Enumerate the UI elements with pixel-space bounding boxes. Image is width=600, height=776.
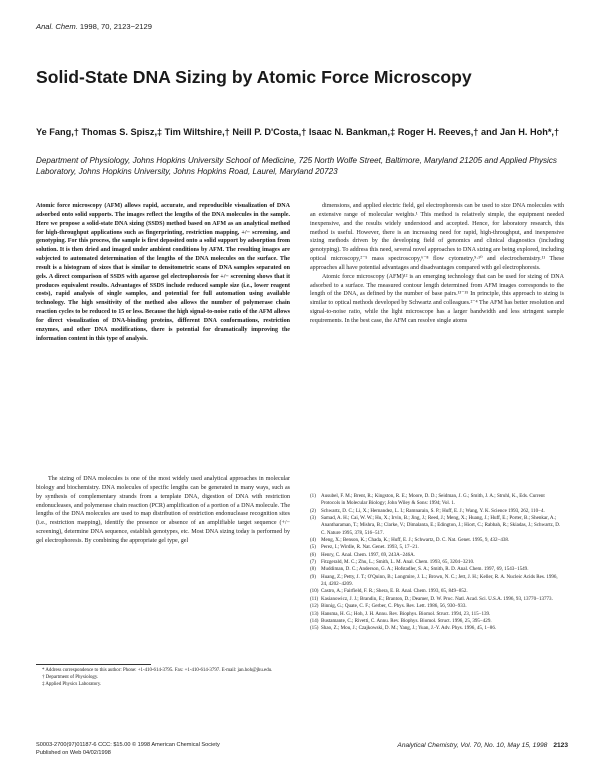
reference-number: (8) xyxy=(310,566,316,573)
publication-date: Published on Web 04/02/1998 xyxy=(36,749,111,756)
copyright-block xyxy=(36,742,220,757)
dagger-footnote: † Department of Physiology. xyxy=(42,675,99,681)
footnotes xyxy=(36,667,290,689)
reference-item xyxy=(310,596,564,603)
reference-text: Samad, A. H.; Cai, W. W.; Hu, X.; Irvin, B.; Jing, J.; Reed, J.; Meng, X.; Huang, J.; Huff, E.; Porter, B.; Shenkar, A.; Anantharaman, T.; Mishra, B.; Clarke, V.; Dimalanta, E.; Edington, J.; Hiort, C.; Rabbah, R.; Skiadas, J.; Schwartz, D. C. Nature 1995, 378, 516−517. xyxy=(321,515,561,536)
journal-citation: 1998, 70, 2123−2129 xyxy=(79,22,152,31)
reference-item xyxy=(310,566,564,573)
reference-text: Huang, Z.; Petty, J. T.; O'Quinn, B.; Longmire, J. L.; Brown, N. C.; Jett, J. H.; Keller, R. A. Nucleic Acids Res. 1996, 24, 4202−4209. xyxy=(321,573,558,588)
reference-list xyxy=(310,493,564,633)
reference-number: (6) xyxy=(310,551,316,558)
journal-header xyxy=(36,22,152,31)
reference-text: Ausubel, F. M.; Brent, R.; Kingston, R. E.; Moore, D. D.; Seidman, J. G.; Smith, J. A.; Struhl, K., Eds. Current Protocols in Molecular Biology; John Wiley & Sons: 1994; Vol. 1. xyxy=(321,493,545,507)
intro-paragraph: dimensions, and applied electric field, gel electrophoresis can be used to size DNA molecules with an extensive range of molecular weights.¹ This method is relatively simple, the equipment needed inexpensive, and the results widely understood and accepted. Hence, for laboratory research, this method is useful. However, there is an increasing need for rapid, high-throughput, and inexpensive sizing methods driven by the developing field of genomics and clinical diagnostics (including genotyping). To address this need, several novel approaches to DNA sizing are being explored, including optical microscopy,²⁻⁵ mass spectroscopy,⁶⁻⁸ flow cytometry,⁹·¹⁰ and electrochemistry.¹¹ These approaches all have potential advantages and disadvantages compared with gel electrophoresis. xyxy=(310,203,564,271)
reference-item xyxy=(310,625,564,632)
reference-text: Kasianowicz, J. J.; Brandin, E.; Branton, D.; Deamer, D. W. Proc. Natl. Acad. Sci. U.S.A. 1996, 93, 13770−13773. xyxy=(321,595,553,602)
reference-text: Perez, I.; Wirdle, R. Nat. Genet. 1993, 5, 17−21. xyxy=(321,544,419,551)
reference-number: (14) xyxy=(310,617,319,624)
reference-text: Schwartz, D. C.; Li, X.; Hernandez, L. I.; Ramnarain, S. P.; Huff, E. J.; Wang, Y. K. Science 1993, 262, 110−4. xyxy=(321,507,545,514)
reference-number: (13) xyxy=(310,610,319,617)
reference-item xyxy=(310,611,564,618)
reference-text: Binnig, G.; Quate, C. F.; Gerber, C. Phys. Rev. Lett. 1986, 56, 930−933. xyxy=(321,603,467,610)
reference-text: Muddiman, D. C.; Anderson, G. A.; Hofstadler, S. A.; Smith, R. D. Anal. Chem. 1997, 69, 1543−1549. xyxy=(321,566,529,573)
article-title: Solid-State DNA Sizing by Atomic Force Microscopy xyxy=(36,67,472,87)
reference-item xyxy=(310,544,564,551)
reference-text: Hansma, H. G.; Hoh, J. H. Annu. Rev. Biophys. Biomol. Struct. 1994, 23, 115−139. xyxy=(321,610,491,617)
author-list: Ye Fang,† Thomas S. Spisz,‡ Tim Wiltshire,† Neill P. D'Costa,† Isaac N. Bankman,‡ Roger H. Reeves,† and Jan H. Hoh*,† xyxy=(36,127,560,137)
reference-text: Shao, Z.; Mou, J.; Czajkowski, D. M.; Yang, J.; Yuan, J.-Y. Adv. Phys. 1996, 45, 1−86. xyxy=(321,625,497,632)
introduction-right xyxy=(310,202,564,326)
correspondence-footnote: * Address correspondence to this author: Phone: +1-410-614-3795. Fax: +1-410-614-3797. E-mail: jan.hoh@jhu.edu. xyxy=(42,668,273,673)
reference-number: (10) xyxy=(310,588,319,595)
reference-item xyxy=(310,537,564,544)
reference-text: Bustamante, C.; Rivetti, C. Annu. Rev. Biophys. Biomol. Struct. 1996, 25, 395−429. xyxy=(321,617,492,624)
reference-number: (3) xyxy=(310,515,316,522)
reference-text: Henry, C. Anal. Chem. 1997, 69, 243A−246A. xyxy=(321,551,416,558)
reference-item xyxy=(310,603,564,610)
reference-number: (5) xyxy=(310,544,316,551)
reference-item xyxy=(310,618,564,625)
reference-number: (15) xyxy=(310,625,319,632)
copyright-line: S0003-2700(97)01187-6 CCC: $15.00 © 1998 American Chemical Society xyxy=(36,742,220,748)
footnote-divider xyxy=(36,664,151,665)
reference-number: (9) xyxy=(310,573,316,580)
reference-text: Fitzgerald, M. C.; Zhu, L.; Smith, L. M. Anal. Chem. 1993, 65, 3204−3210. xyxy=(321,559,475,566)
reference-item xyxy=(310,515,564,537)
journal-issue: Analytical Chemistry, Vol. 70, No. 10, May 15, 1998 xyxy=(397,742,548,749)
page-footer xyxy=(388,742,568,749)
reference-number: (12) xyxy=(310,603,319,610)
reference-item xyxy=(310,493,564,508)
journal-name: Anal. Chem. xyxy=(36,22,78,31)
reference-text: Castro, A.; Fairfield, F. R.; Shera, E. B. Anal. Chem. 1993, 65, 849−852. xyxy=(321,588,468,595)
reference-item xyxy=(310,508,564,515)
reference-item xyxy=(310,574,564,589)
reference-text: Meng, X.; Benson, K.; Chada, K.; Huff, E. J.; Schwartz, D. C. Nat. Genet. 1995, 9, 432−438. xyxy=(321,537,510,544)
introduction-left xyxy=(36,475,290,546)
abstract: Atomic force microscopy (AFM) allows rapid, accurate, and reproducible visualization of DNA adsorbed onto solid supports. The images reflect the lengths of the DNA molecules in the sample. Here we propose a solid-state DNA sizing (SSDS) method based on AFM as an analytical method for high-throughput applications such as fingerprinting, restriction mapping, +/− screening, and genotyping. For this process, the sample is first deposited onto a solid support by adsorption from solution. It is then dried and imaged under ambient conditions by AFM. The resulting images are subjected to automated determination of the lengths of the DNA molecules on the surface. The result is a histogram of sizes that is similar to densitometric scans of DNA samples separated on gels. A direct comparison of SSDS with agarose gel electrophoresis for +/− screening shows that it produces equivalent results. Advantages of SSDS include reduced sample size (i.e., lower reagent costs), rapid analysis of single samples, and potential for full automation using available technology. The high sensitivity of the method also allows the number of polymerase chain reaction cycles to be reduced to 15 or less. Because the high signal-to-noise ratio of the AFM allows for direct visualization of DNA-binding proteins, different DNA conformations, restriction enzymes, and other DNA modifications, there is potential for dramatically improving the information content in this type of analysis. xyxy=(36,203,290,342)
reference-number: (1) xyxy=(310,493,316,499)
reference-number: (2) xyxy=(310,507,316,514)
double-dagger-footnote: ‡ Applied Physics Laboratory. xyxy=(42,682,102,688)
reference-number: (4) xyxy=(310,537,316,544)
reference-number: (7) xyxy=(310,559,316,566)
reference-item xyxy=(310,588,564,595)
affiliation: Department of Physiology, Johns Hopkins University School of Medicine, 725 North Wolfe Street, Baltimore, Maryland 21205 and Applied Physics Laboratory, Johns Hopkins University, Johns Hopkins Road, Laurel, Maryland 20723 xyxy=(36,156,557,177)
page-number: 2123 xyxy=(553,742,568,749)
reference-number: (11) xyxy=(310,595,319,602)
intro-paragraph: The sizing of DNA molecules is one of the most widely used analytical approaches in molecular biology and biochemistry. DNA molecules of specific lengths can be generated in many ways, such as by synthesis of complementary strands from a template DNA, digestion of DNA with restriction endonucleases, and polymerase chain reaction (PCR) amplification of a portion of a DNA molecule. The lengths of the DNA molecules are used to map distribution of restriction endonuclease recognition sites (i.e., restriction mapping), identify the presence or absence of an amplifiable target sequence (+/− screening), determine DNA sequence, establish genotypes, etc. Most DNA sizing today is performed by gel electrophoresis. By combining the appropriate gel type, gel xyxy=(36,476,290,544)
intro-paragraph: Atomic force microscopy (AFM)¹² is an emerging technology that can be used for sizing of DNA adsorbed to a surface. The measured contour length determined from AFM images corresponds to the length of the DNA, as defined by the number of base pairs.¹³⁻¹⁵ In principle, this approach to sizing is similar to optical methods developed by Schwartz and colleagues.²⁻⁴ The AFM has better resolution and signal-to-noise ratio, while the light microscope has a larger bandwidth and less stringent sample requirements. In the best case, the AFM can resolve single atoms xyxy=(310,273,564,324)
reference-item xyxy=(310,552,564,559)
